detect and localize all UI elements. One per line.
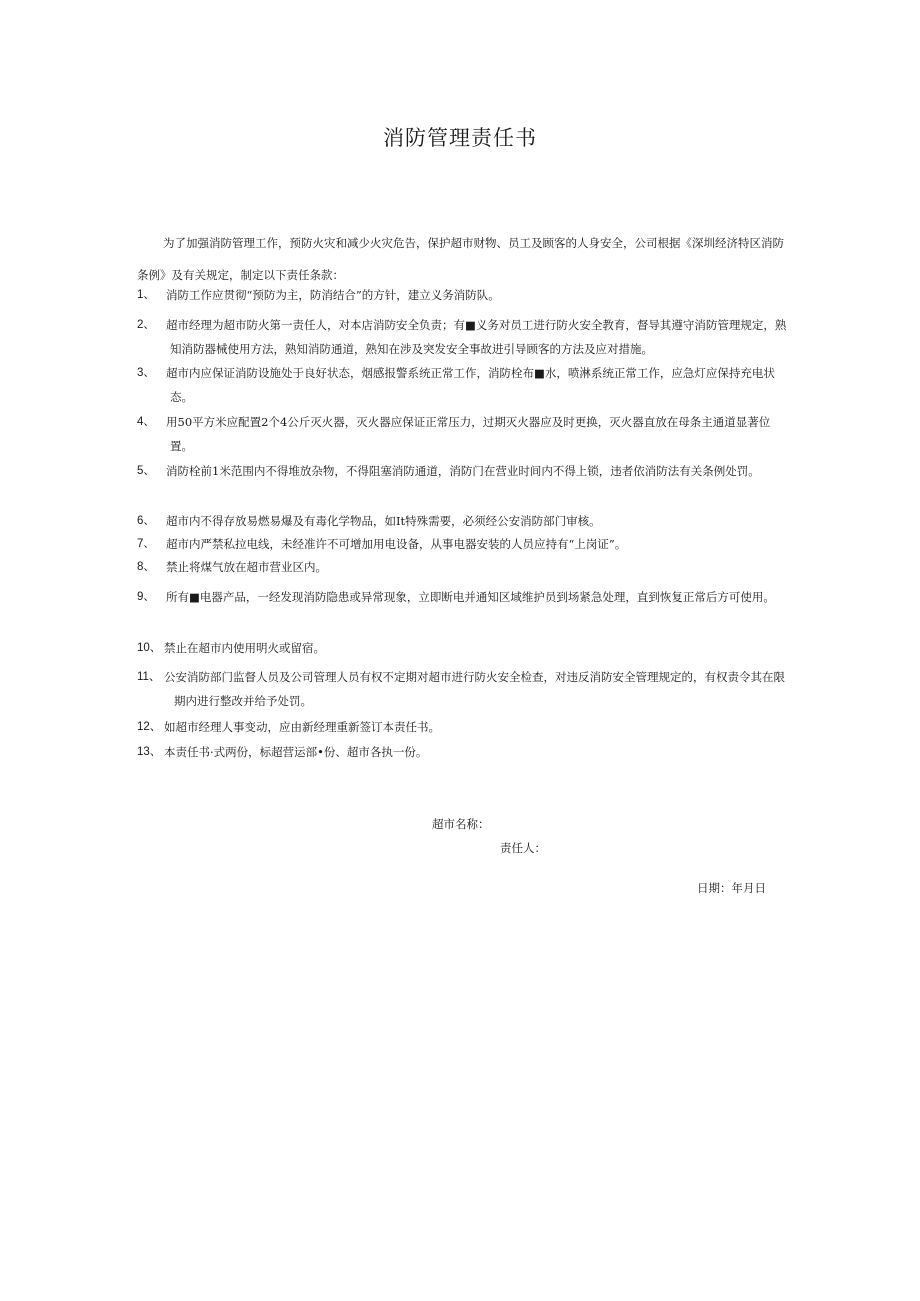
clause-number: 10、 <box>137 642 162 654</box>
intro-paragraph: 为了加强消防管理工作，预防火灾和减少火灾危告，保护超市财物、员工及顾客的人身安全，公司根据《深圳经济特区消防条例》及有关规定，制定以下责任条款： <box>137 236 784 282</box>
clause-item <box>137 715 787 739</box>
date-field: 日期：年月日 <box>697 881 766 895</box>
clause-number: 4、 <box>137 416 155 428</box>
clause-item <box>137 665 787 713</box>
clause-text: 消防工作应贯彻“预防为主，防消结合”的方针，建立义务消防队。 <box>166 288 500 302</box>
clause-item <box>137 509 787 533</box>
clause-item <box>137 459 787 483</box>
clause-text: 用50平方米应配置2个4公斤灭火器，灭火器应保证正常压力，过期灭火器应及时更换，灭火器直放在母条主通道显著位置。 <box>166 415 771 453</box>
document-title: 消防管理责任书 <box>383 126 537 150</box>
clause-item <box>137 410 787 458</box>
clause-text: 如超市经理人事变动，应由新经理重新签订本责任书。 <box>164 720 440 734</box>
clause-text: 禁止在超市内使用明火或留宿。 <box>164 641 325 655</box>
clause-item <box>137 636 787 660</box>
clause-number: 5、 <box>137 465 155 477</box>
clause-text: 本责任书·式两份，标超营运部•份、超市各执一份。 <box>164 745 428 759</box>
clause-text: 超市内应保证消防设施处于良好状态，烟感报警系统正常工作，消防栓布■水，喷淋系统正常工作，应急灯应保持充电状态。 <box>166 366 775 404</box>
clause-text: 超市内不得存放易燃易爆及有毒化学物品，如It特殊需要，必须经公安消防部门审核。 <box>166 514 601 528</box>
clause-text: 所有■电器产品，一经发现消防隐患或异常现象，立即断电并通知区域维护员到场紧急处理，直到恢复正常后方可使用。 <box>166 590 775 604</box>
clause-item <box>137 585 787 609</box>
clause-number: 9、 <box>137 591 155 603</box>
clause-item <box>137 740 787 764</box>
clause-number: 8、 <box>137 561 155 573</box>
clause-text: 公安消防部门监督人员及公司管理人员有权不定期对超市进行防火安全检查，对违反消防安全管理规定的，有权责令其在限期内进行整改并给予处罚。 <box>164 670 785 708</box>
clause-text: 禁止将煤气放在超市营业区内。 <box>166 560 327 574</box>
clause-text: 超市经理为超市防火第一责任人，对本店消防安全负责；有■义务对员工进行防火安全教育，督导其遵守消防管理规定，熟知消防器械使用方法，熟知消防通道，熟知在涉及突发安全事故进引导顾客的方法及应对措施。 <box>166 318 787 356</box>
clause-number: 1、 <box>137 289 155 301</box>
clause-item <box>137 283 787 307</box>
clause-text: 超市内严禁私拉电线，未经准许不可增加用电设备，从事电器安装的人员应持有“上岗证”。 <box>166 537 627 551</box>
clause-number: 11、 <box>137 671 161 683</box>
clause-item <box>137 532 787 556</box>
responsible-person-field: 责任人： <box>500 841 546 855</box>
clause-number: 6、 <box>137 515 155 527</box>
clause-number: 7、 <box>137 538 155 550</box>
clause-number: 13、 <box>137 746 162 758</box>
clause-number: 2、 <box>137 319 155 331</box>
clause-number: 12、 <box>137 721 162 733</box>
clause-number: 3、 <box>137 367 155 379</box>
clause-item <box>137 313 787 361</box>
store-name-field: 超市名称： <box>432 817 490 831</box>
clause-text: 消防栓前1米范围内不得堆放杂物，不得阻塞消防通道，消防门在营业时间内不得上锁，违者依消防法有关条例处罚。 <box>166 464 760 478</box>
clause-item <box>137 361 787 409</box>
clause-item <box>137 555 787 579</box>
